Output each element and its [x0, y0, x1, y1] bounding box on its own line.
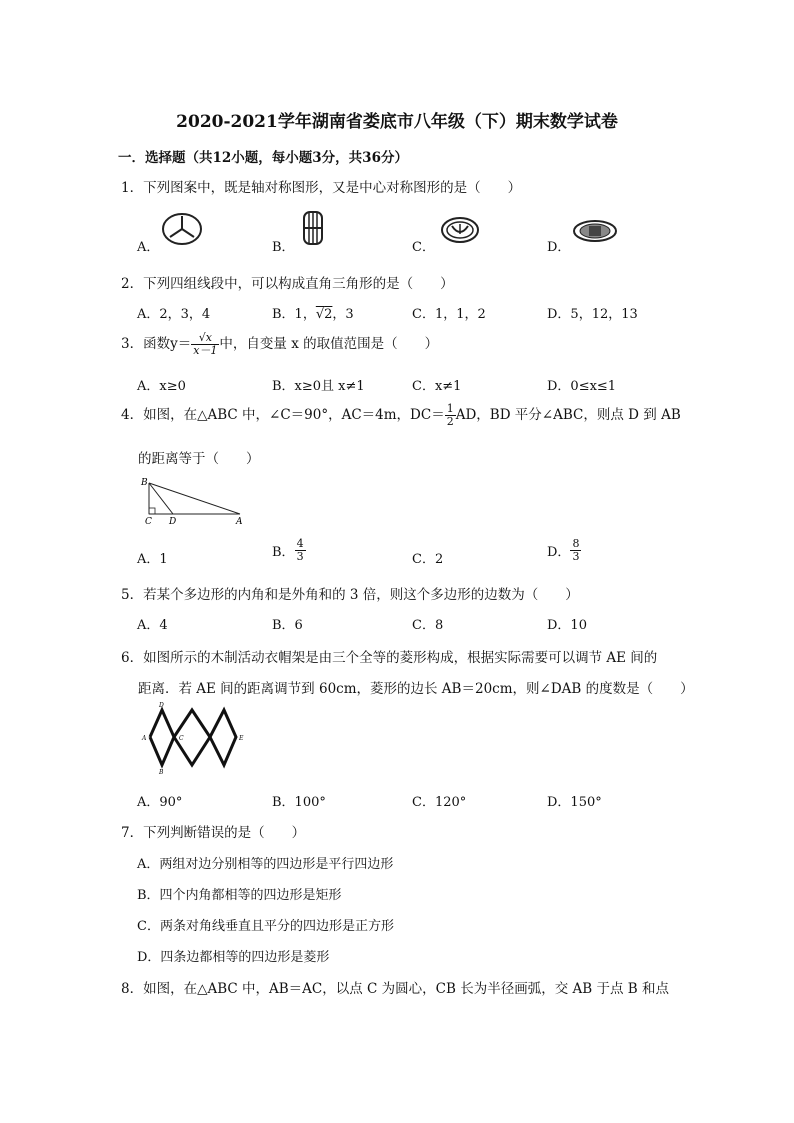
q1-option-d-label: D．: [547, 240, 571, 255]
question-4-stem-line1: 4．如图，在△ABC 中，∠C＝90°，AC＝4m，DC＝ $\frac{1}{2}$ AD，BD 平分∠ABC，则点 D 到 AB: [121, 402, 681, 428]
q6-option-a: A．90°: [137, 795, 183, 810]
section-heading: 一．选择题（共12小题，每小题3分，共36分）: [118, 150, 408, 166]
q5-option-c: C．8: [412, 618, 444, 633]
q7-option-d: D．四条边都相等的四边形是菱形: [137, 950, 330, 965]
mercedes-logo-icon: [162, 213, 204, 247]
q6-label-a: A: [142, 735, 147, 742]
brilliance-logo-icon: [440, 216, 480, 246]
question-6-stem-line2: 距离．若 AE 间的距离调节到 60cm，菱形的边长 AB＝20cm，则∠DAB 的度数是（ ）: [138, 681, 694, 697]
q6-label-e: E: [239, 735, 244, 742]
q6-label-d: D: [159, 702, 164, 709]
page-title: 2020-2021学年湖南省娄底市八年级（下）期末数学试卷: [176, 112, 618, 132]
q6-option-c: C．120°: [412, 795, 467, 810]
q7-option-c: C．两条对角线垂直且平分的四边形是正方形: [137, 919, 394, 934]
q5-option-a: A．4: [137, 618, 168, 633]
q7-option-b: B．四个内角都相等的四边形是矩形: [137, 888, 342, 903]
q2-option-c: C．1，1，2: [412, 307, 486, 322]
question-5-stem: 5．若某个多边形的内角和是外角和的 3 倍，则这个多边形的边数为（ ）: [121, 587, 579, 603]
q7-option-a: A．两组对边分别相等的四边形是平行四边形: [137, 857, 394, 872]
question-1-stem: 1．下列图案中，既是轴对称图形，又是中心对称图形的是（ ）: [121, 180, 522, 196]
q4-option-b: B． $\frac{4}{3}$: [272, 537, 304, 563]
question-3-stem: 3．函数y＝ $\frac{√x}{x-1}$ 中，自变量 x 的取值范围是（ ）: [121, 331, 439, 357]
q4-option-c: C．2: [412, 552, 444, 567]
lincoln-logo-icon: [300, 210, 326, 248]
q4-label-d: D: [169, 517, 177, 527]
question-8-stem: 8．如图，在△ABC 中，AB＝AC，以点 C 为圆心，CB 长为半径画弧，交 AB 于点 B 和点: [121, 981, 669, 997]
q2-option-a: A．2，3，4: [137, 307, 211, 322]
q3-option-b: B．x≥0且 x≠1: [272, 379, 365, 394]
q2-option-b: B．1，√2，3: [272, 307, 354, 322]
q6-label-b: B: [159, 769, 164, 776]
q4-label-c: C: [145, 517, 152, 527]
q5-option-d: D．10: [547, 618, 587, 633]
q4-option-a: A．1: [137, 552, 168, 567]
q5-option-b: B．6: [272, 618, 303, 633]
question-6-stem-line1: 6．如图所示的木制活动衣帽架是由三个全等的菱形构成，根据实际需要可以调节 AE 间的: [121, 650, 658, 666]
q3-option-a: A．x≥0: [137, 379, 186, 394]
q4-label-a: A: [236, 517, 243, 527]
q1-option-b-label: B．: [272, 240, 295, 255]
q6-option-b: B．100°: [272, 795, 326, 810]
question-7-stem: 7．下列判断错误的是（ ）: [121, 825, 306, 841]
q4-option-d: D． $\frac{8}{3}$: [547, 537, 580, 563]
q1-option-a-label: A．: [137, 240, 160, 255]
q6-option-d: D．150°: [547, 795, 602, 810]
q1-option-c-label: C．: [412, 240, 435, 255]
q4-triangle-figure: [140, 476, 250, 526]
question-2-stem: 2．下列四组线段中，可以构成直角三角形的是（ ）: [121, 276, 454, 292]
geely-logo-icon: [573, 219, 619, 245]
q3-option-c: C．x≠1: [412, 379, 462, 394]
question-4-stem-line2: 的距离等于（ ）: [138, 451, 260, 467]
q3-option-d: D．0≤x≤1: [547, 379, 617, 394]
q6-label-c: C: [179, 735, 184, 742]
q4-label-b: B: [141, 478, 148, 488]
q6-rhombus-figure: [138, 702, 250, 776]
q2-option-d: D．5，12，13: [547, 307, 638, 322]
